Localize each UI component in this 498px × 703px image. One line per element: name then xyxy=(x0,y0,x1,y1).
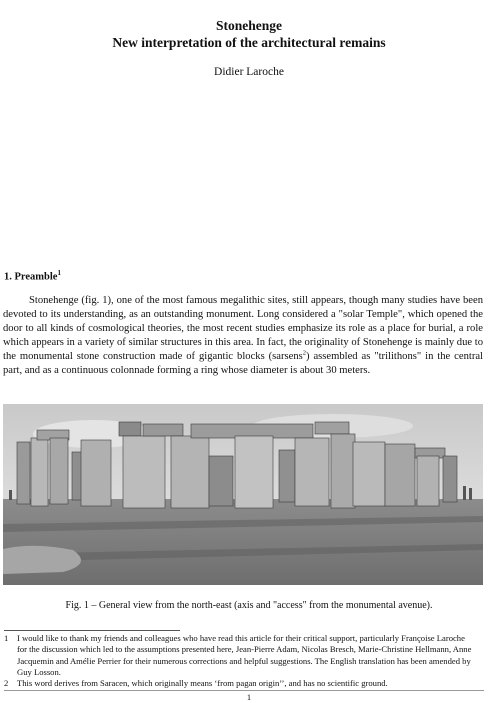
paragraph-text-1: Stonehenge (fig. 1), one of the most famous megalithic sites, still appears, though many studies have been devoted to its understanding, as an outstanding monument. Long considered a "solar Temple", which opened the door to all kinds of cosmological theories, the most recent studies emphasize its role as a place for burial, a role which appears in a variety of similar structures in this area. In fact, the originality of Stonehenge is mainly due to the monumental stone construction made of gigantic blocks (sarsens xyxy=(3,295,483,363)
paper-title xyxy=(0,17,498,51)
title-line-1: Stonehenge xyxy=(215,18,282,33)
footnote-text: This word derives from Saracen, which originally means ‘from pagan origin’’, and has no scientific ground. xyxy=(17,678,388,689)
footnote-text: I would like to thank my friends and colleagues who have read this article for their critical support, particularly Françoise Laroche for the discussion which led to the assumptions presented here, Jean-Pierre Adam, Nicolas Bresch, Marie-Christine Hellmann, Anne Jacquemin and Amélie Perrier for their numerous corrections and helpful suggestions. The English translation has been amended by Guy Losson. xyxy=(17,633,472,677)
body-paragraph xyxy=(3,294,483,379)
figure-caption: Fig. 1 – General view from the north-east (axis and "access" from the monumental avenue). xyxy=(65,600,433,611)
title-line-2: New interpretation of the architectural remains xyxy=(112,35,386,50)
footnote xyxy=(4,678,474,689)
page-number: 1 xyxy=(246,692,252,702)
footnote xyxy=(4,633,474,678)
footnote-number: 1 xyxy=(4,633,9,643)
section-heading-text: 1. Preamble xyxy=(4,271,58,283)
paragraph-text-2: ) assembled as "trilithons" in the central part, and as a continuous colonnade forming a ring whose diameter is about 30 meters. xyxy=(3,351,483,377)
footnote-ref-2[interactable]: 2 xyxy=(302,349,307,357)
section-heading xyxy=(4,269,61,283)
footnote-rule xyxy=(4,630,180,631)
footnotes xyxy=(4,633,474,689)
figure-stonehenge-photo xyxy=(3,404,483,585)
footnote-number: 2 xyxy=(4,678,9,689)
footnote-ref-1[interactable]: 1 xyxy=(57,269,61,277)
page-rule xyxy=(4,690,484,691)
stonehenge-photo xyxy=(3,404,483,585)
author: Didier Laroche xyxy=(214,66,284,78)
